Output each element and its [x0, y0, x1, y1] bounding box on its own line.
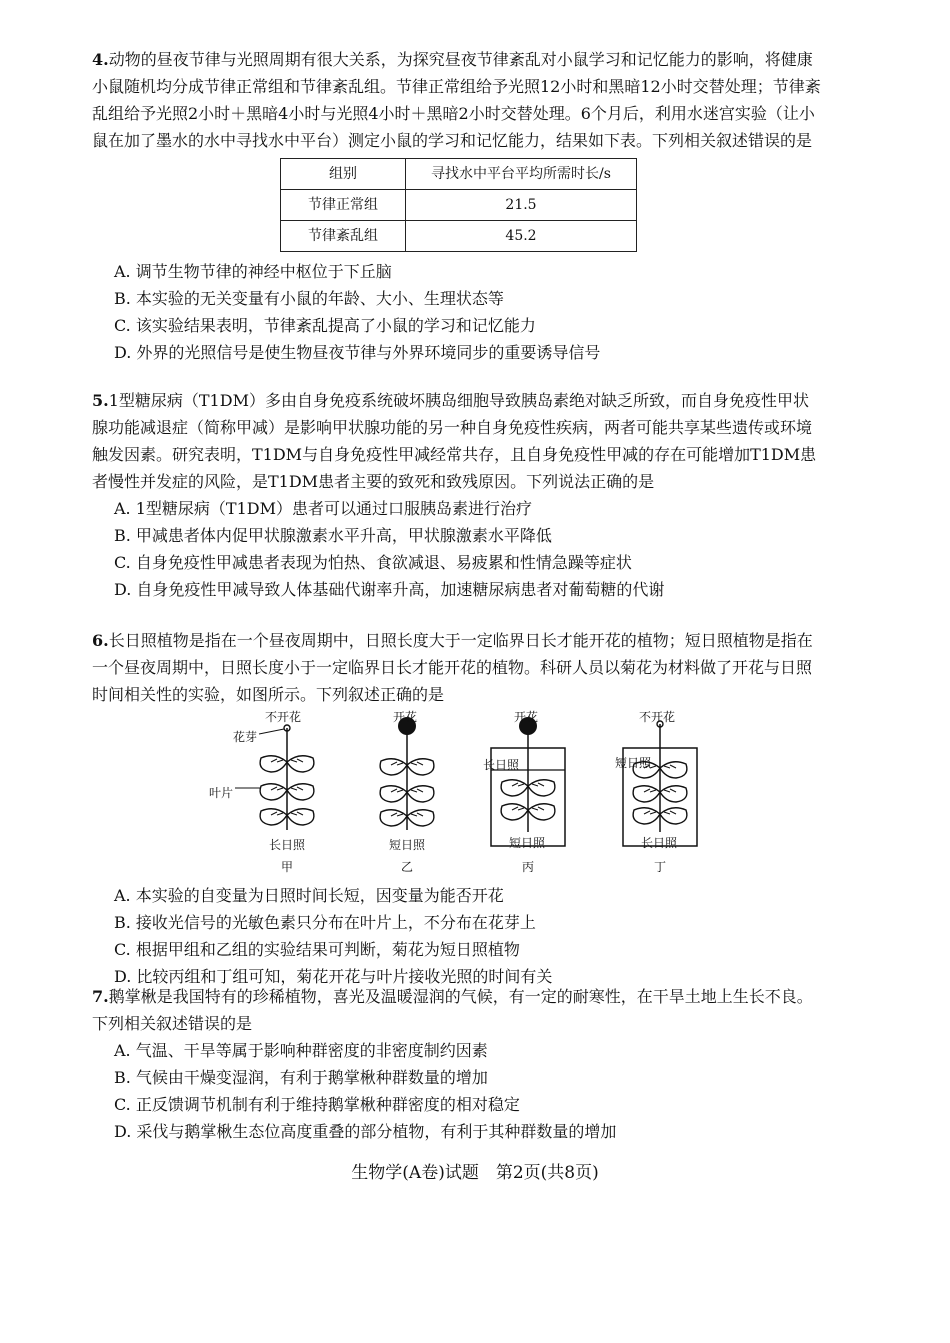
question-stem: 动物的昼夜节律与光照周期有很大关系，为探究昼夜节律紊乱对小鼠学习和记忆能力的影响，将健康小鼠随机均分成节律正常组和节律紊乱组。节律正常组给予光照12小时和黑暗12小时交替处理；节律紊乱组给予光照2小时＋黑暗4小时与光照4小时＋黑暗2小时交替处理。6个月后，利用水迷宫实验（让小鼠在加了墨水的水中寻找水中平台）测定小鼠的学习和记忆能力，结果如下表。下列相关叙述错误的是 [92, 50, 821, 150]
option-c: C. 该实验结果表明，节律紊乱提高了小鼠的学习和记忆能力 [114, 316, 536, 335]
plant-yi [380, 717, 434, 830]
table-cell: 节律正常组 [281, 190, 406, 221]
option-a: A. 本实验的自变量为日照时间长短，因变量为能否开花 [114, 886, 504, 905]
table-cell: 21.5 [406, 190, 637, 221]
option-b: B. 本实验的无关变量有小鼠的年龄、大小、生理状态等 [114, 289, 504, 308]
option-c: C. 根据甲组和乙组的实验结果可判断，菊花为短日照植物 [114, 940, 520, 959]
option-b: B. 接收光信号的光敏色素只分布在叶片上，不分布在花芽上 [114, 913, 536, 932]
question-stem: 鹅掌楸是我国特有的珍稀植物，喜光及温暖湿润的气候，有一定的耐寒性，在干旱土地上生长不良。下列相关叙述错误的是 [92, 987, 813, 1033]
option-d: D. 自身免疫性甲减导致人体基础代谢率升高，加速糖尿病患者对葡萄糖的代谢 [114, 580, 665, 599]
option-c: C. 自身免疫性甲减患者表现为怕热、食欲减退、易疲累和性情急躁等症状 [114, 553, 632, 572]
question-stem: 1型糖尿病（T1DM）多由自身免疫系统破坏胰岛细胞导致胰岛素绝对缺乏所致，而自身免疫性甲状腺功能减退症（简称甲减）是影响甲状腺功能的另一种自身免疫性疾病，两者可能共享某些遗传或环境触发因素。研究表明，T1DM与自身免疫性甲减经常共存，且自身免疫性甲减的存在可能增加T1DM患者慢性并发症的风险，是T1DM患者主要的致死和致残原因。下列说法正确的是 [92, 391, 817, 491]
option-b: B. 气候由干燥变湿润，有利于鹅掌楸种群数量的增加 [114, 1068, 488, 1087]
plant-jia-lower-label: 长日照 [269, 838, 306, 852]
question-4 [92, 46, 822, 366]
plant-bing [491, 717, 565, 846]
table-cell: 45.2 [406, 221, 637, 252]
question-number: 7. [92, 987, 109, 1006]
question-number: 6. [92, 631, 109, 650]
plant-yi-top-label: 开花 [393, 710, 418, 724]
plant-yi-lower-label: 短日照 [389, 838, 426, 852]
question-number: 5. [92, 391, 109, 410]
plant-jia-top-label: 不开花 [265, 710, 302, 724]
plant-figure [209, 710, 737, 878]
question-6 [92, 627, 822, 990]
plant-ding-lower-label: 长日照 [641, 836, 678, 850]
results-table [280, 158, 637, 252]
plant-ding [623, 721, 697, 846]
plant-jia-group: 甲 [281, 860, 294, 874]
question-number: 4. [92, 50, 109, 69]
table-cell: 节律紊乱组 [281, 221, 406, 252]
option-d: D. 比较丙组和丁组可知，菊花开花与叶片接收光照的时间有关 [114, 967, 553, 986]
table-header-cell: 寻找水中平台平均所需时长/s [406, 159, 637, 190]
option-a: A. 气温、干旱等属于影响种群密度的非密度制约因素 [114, 1041, 488, 1060]
table-header-row [281, 159, 637, 190]
question-5 [92, 387, 822, 603]
table-header-cell: 组别 [281, 159, 406, 190]
option-d: D. 外界的光照信号是使生物昼夜节律与外界环境同步的重要诱导信号 [114, 343, 601, 362]
plant-bing-top-label: 开花 [514, 710, 539, 724]
table-row [281, 190, 637, 221]
option-c: C. 正反馈调节机制有利于维持鹅掌楸种群密度的相对稳定 [114, 1095, 520, 1114]
plant-bing-group: 丙 [522, 860, 535, 874]
table-row [281, 221, 637, 252]
option-a: A. 1型糖尿病（T1DM）患者可以通过口服胰岛素进行治疗 [114, 499, 532, 518]
question-7 [92, 983, 822, 1145]
option-b: B. 甲减患者体内促甲状腺激素水平升高，甲状腺激素水平降低 [114, 526, 552, 545]
plant-yi-group: 乙 [401, 860, 414, 874]
option-a: A. 调节生物节律的神经中枢位于下丘脑 [114, 262, 392, 281]
page-footer: 生物学(A卷)试题 第2页(共8页) [351, 1163, 599, 1183]
plant-ding-upper-label: 短日照 [615, 756, 652, 770]
plant-ding-group: 丁 [654, 860, 667, 874]
question-stem: 长日照植物是指在一个昼夜周期中，日照长度大于一定临界日长才能开花的植物；短日照植物是指在一个昼夜周期中，日照长度小于一定临界日长才能开花的植物。科研人员以菊花为材料做了开花与日照时间相关性的实验，如图所示。下列叙述正确的是 [92, 631, 813, 704]
plant-bing-upper-label: 长日照 [483, 758, 520, 772]
leaf-label: 叶片 [209, 786, 234, 800]
plant-bing-lower-label: 短日照 [509, 836, 546, 850]
option-d: D. 采伐与鹅掌楸生态位高度重叠的部分植物，有利于其种群数量的增加 [114, 1122, 617, 1141]
plant-ding-top-label: 不开花 [639, 710, 676, 724]
bud-label: 花芽 [233, 730, 258, 744]
